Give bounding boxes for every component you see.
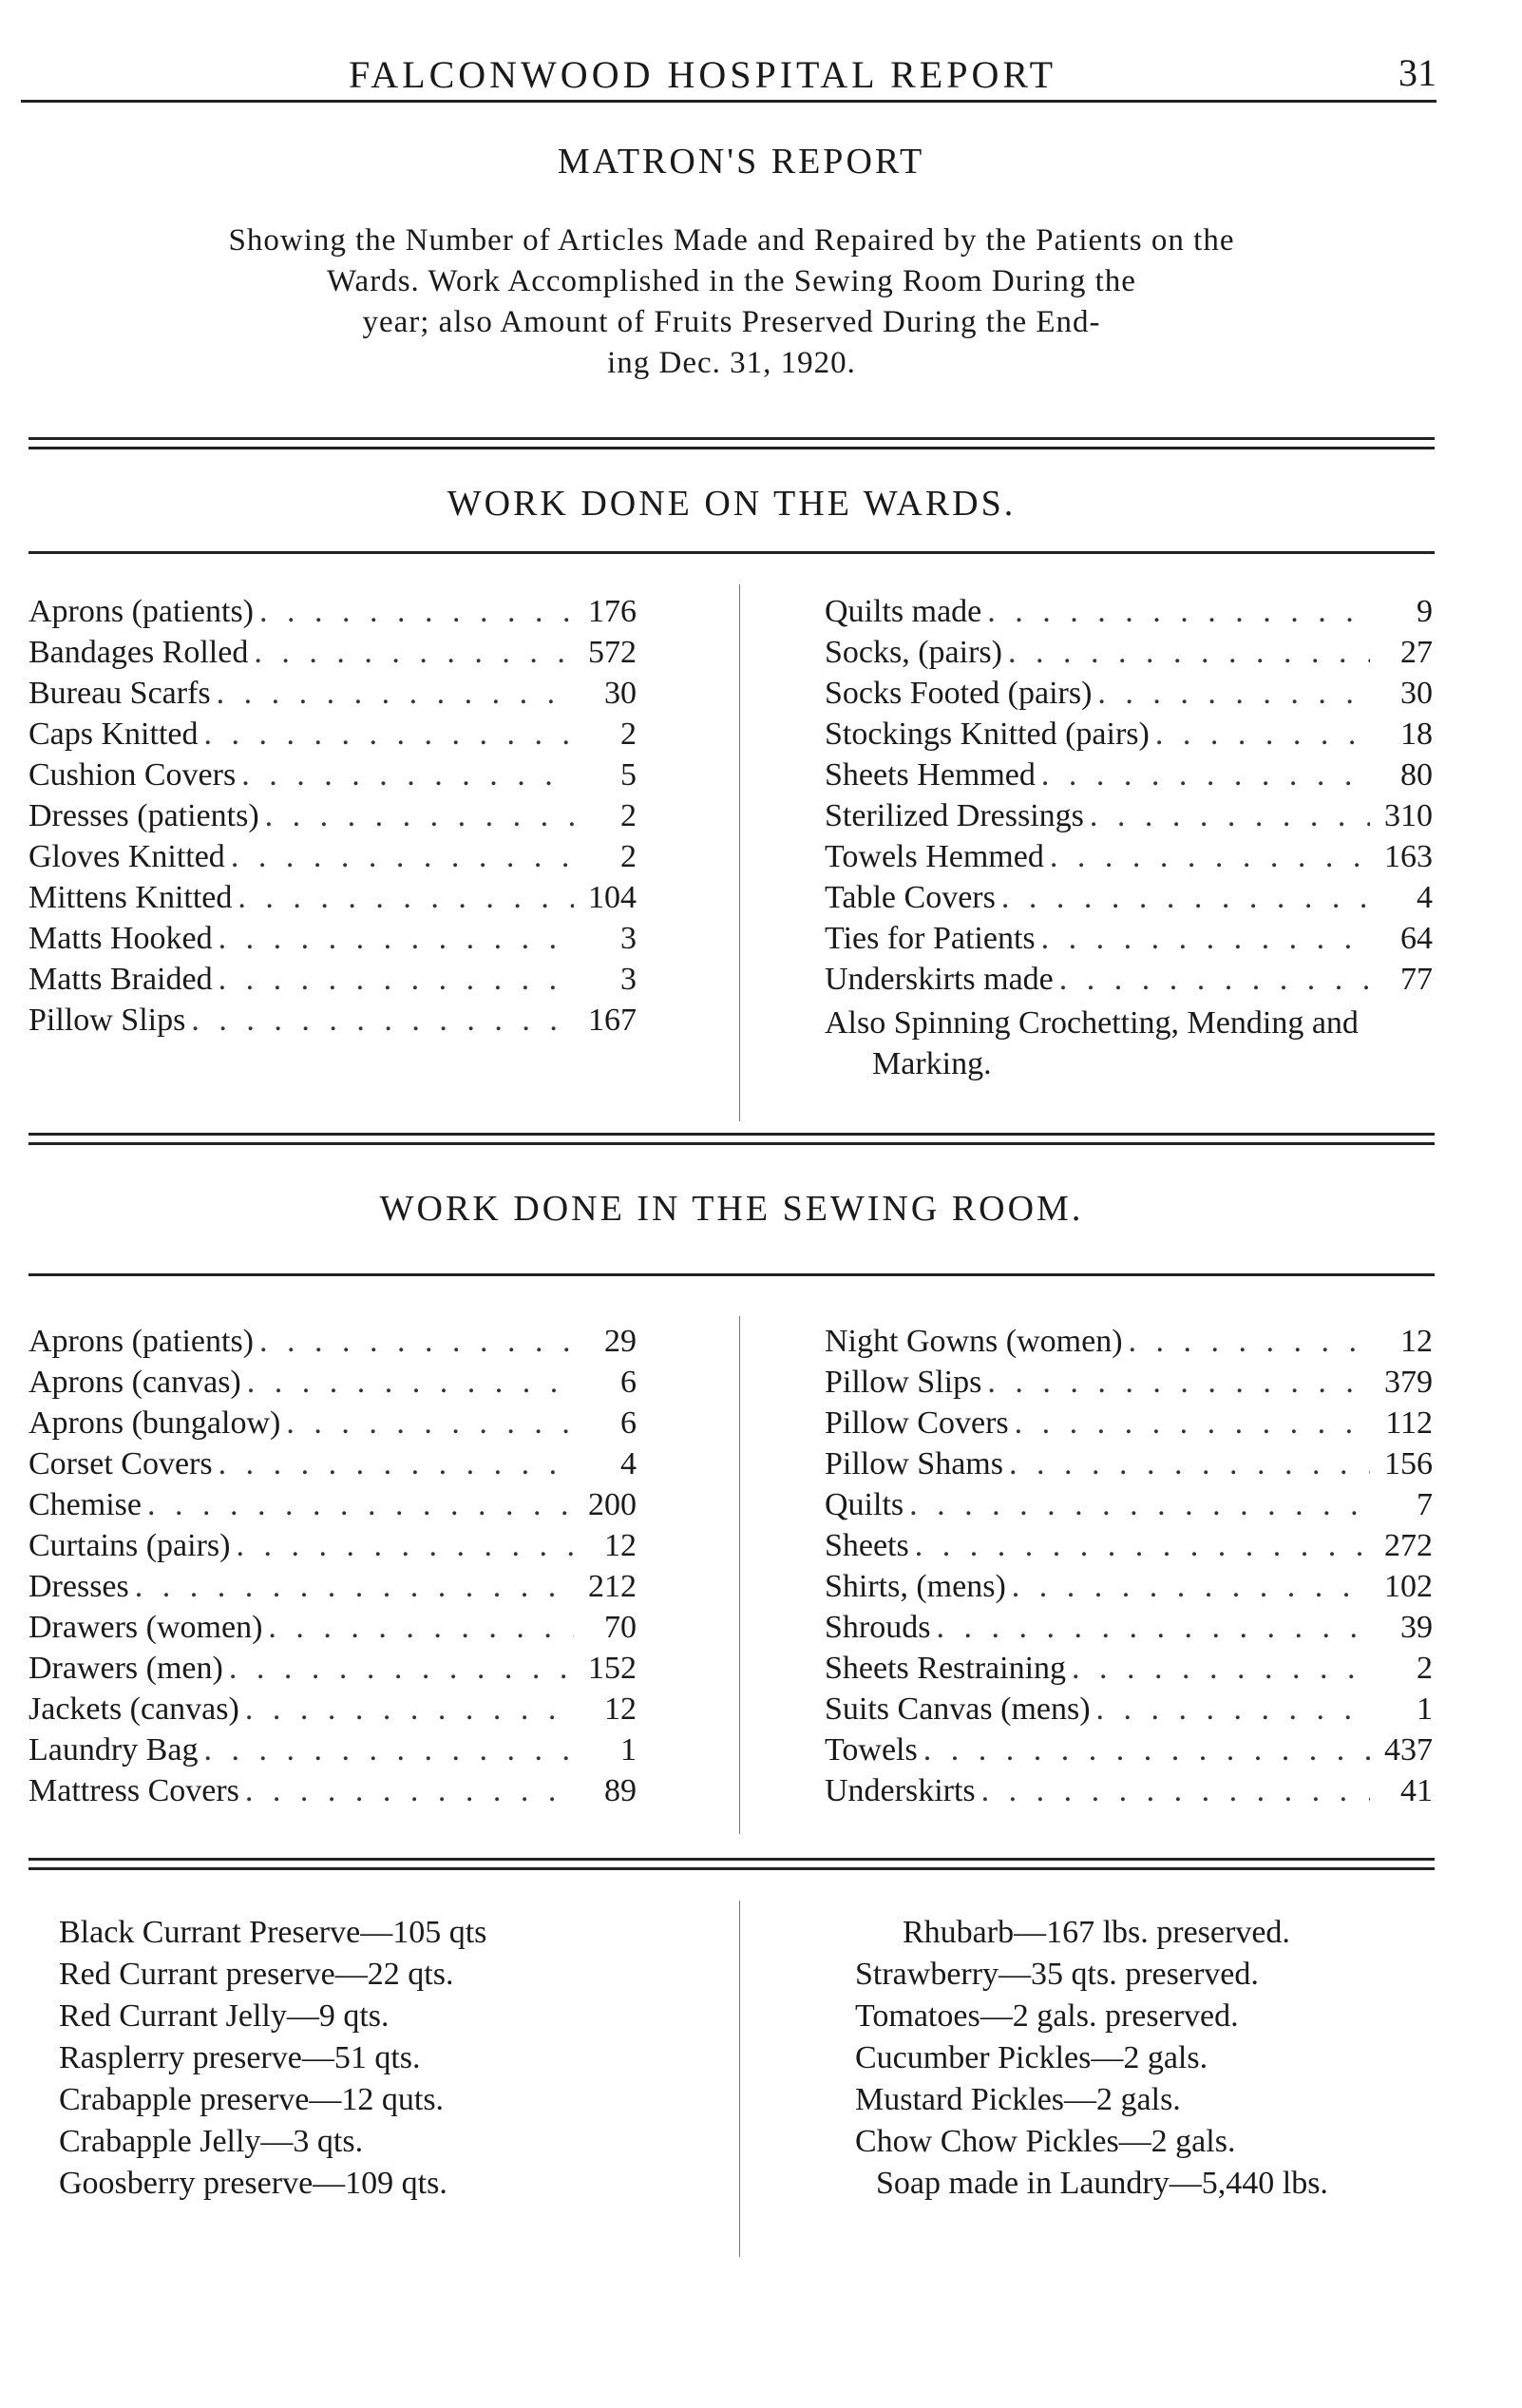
dot-leader — [1001, 880, 1370, 916]
item-label: Suits Canvas (mens) — [825, 1691, 1091, 1727]
item-value: 572 — [588, 635, 637, 670]
item-value: 212 — [588, 1569, 637, 1604]
item-label: Pillow Shams — [825, 1446, 1003, 1481]
item-value: 272 — [1384, 1528, 1433, 1563]
item-label: Corset Covers — [29, 1446, 213, 1481]
dot-leader — [1097, 676, 1370, 712]
list-item — [29, 1324, 637, 1365]
item-value: 80 — [1400, 757, 1433, 793]
dot-leader — [247, 1365, 574, 1401]
preserve-item: Red Currant preserve—22 qts. — [59, 1957, 454, 1992]
item-value: 379 — [1384, 1365, 1433, 1400]
list-item — [825, 921, 1433, 962]
dot-leader — [1015, 1405, 1370, 1442]
dot-leader — [1008, 635, 1370, 671]
item-value: 1 — [1417, 1691, 1433, 1727]
item-label: Aprons (patients) — [29, 1324, 255, 1359]
wards-left-column — [29, 594, 637, 1043]
dot-leader — [1155, 717, 1370, 753]
item-label: Sheets Restraining — [825, 1651, 1067, 1686]
dot-leader — [259, 594, 574, 630]
dot-leader — [987, 594, 1370, 630]
dot-leader — [1129, 1324, 1370, 1360]
list-item — [29, 880, 637, 921]
item-label: Pillow Slips — [825, 1365, 982, 1400]
dot-leader — [1012, 1569, 1370, 1605]
dot-leader — [909, 1487, 1370, 1523]
item-label: Stockings Knitted (pairs) — [825, 717, 1150, 752]
item-value: 4 — [620, 1446, 637, 1481]
item-label: Bureau Scarfs — [29, 676, 211, 711]
item-label: Aprons (patients) — [29, 594, 255, 629]
dot-leader — [219, 921, 574, 957]
dot-leader — [191, 1003, 574, 1039]
list-item — [825, 757, 1433, 798]
column-divider — [739, 1316, 740, 1834]
item-value: 152 — [588, 1651, 637, 1686]
item-label: Gloves Knitted — [29, 839, 225, 874]
item-label: Drawers (women) — [29, 1610, 263, 1645]
dot-leader — [217, 676, 574, 712]
dot-leader — [135, 1569, 574, 1605]
item-label: Sheets — [825, 1528, 909, 1563]
item-label: Ties for Patients — [825, 921, 1036, 956]
section-rule — [29, 551, 1435, 554]
section-divider — [29, 437, 1435, 440]
dot-leader — [981, 1773, 1370, 1809]
dot-leader — [1059, 962, 1370, 998]
item-label: Pillow Slips — [29, 1003, 186, 1038]
dot-leader — [987, 1365, 1370, 1401]
preserve-item: Rasplerry preserve—51 qts. — [59, 2040, 421, 2075]
item-value: 5 — [620, 757, 637, 793]
item-value: 12 — [1400, 1324, 1433, 1359]
item-label: Underskirts made — [825, 962, 1054, 997]
list-item — [29, 839, 637, 880]
list-item — [29, 1610, 637, 1651]
item-label: Night Gowns (women) — [825, 1324, 1123, 1359]
preserve-item: Crabapple preserve—12 quts. — [59, 2082, 445, 2117]
sewing-room-heading: WORK DONE IN THE SEWING ROOM. — [379, 1189, 1084, 1229]
list-item — [29, 717, 637, 757]
preserve-item: Tomatoes—2 gals. preserved. — [855, 1998, 1239, 2034]
item-label: Underskirts — [825, 1773, 976, 1808]
dot-leader — [236, 1528, 574, 1564]
item-label: Chemise — [29, 1487, 142, 1522]
list-item — [29, 635, 637, 676]
item-value: 9 — [1417, 594, 1433, 629]
dot-leader — [254, 635, 574, 671]
preserve-item: Cucumber Pickles—2 gals. — [855, 2040, 1208, 2075]
item-label: Towels Hemmed — [825, 839, 1044, 874]
list-item — [825, 635, 1433, 676]
item-value: 6 — [620, 1405, 637, 1441]
list-item — [29, 1651, 637, 1691]
dot-leader — [1096, 1691, 1370, 1728]
preserve-item: Mustard Pickles—2 gals. — [855, 2082, 1181, 2117]
subtitle-line: Showing the Number of Articles Made and Repaired by the Patients on the — [228, 223, 1235, 258]
item-value: 437 — [1384, 1732, 1433, 1768]
item-value: 39 — [1400, 1610, 1433, 1645]
dot-leader — [147, 1487, 574, 1523]
list-item — [825, 717, 1433, 757]
item-label: Mattress Covers — [29, 1773, 239, 1808]
item-value: 29 — [604, 1324, 637, 1359]
preserve-item: Strawberry—35 qts. preserved. — [855, 1957, 1259, 1992]
item-value: 12 — [604, 1528, 637, 1563]
item-label: Aprons (bungalow) — [29, 1405, 281, 1441]
list-item — [825, 1528, 1433, 1569]
item-label: Sheets Hemmed — [825, 757, 1036, 793]
item-label: Shrouds — [825, 1610, 931, 1645]
dot-leader — [245, 1691, 574, 1728]
item-label: Mittens Knitted — [29, 880, 233, 915]
preserve-item: Goosberry preserve—109 qts. — [59, 2166, 447, 2201]
preserve-item: Black Currant Preserve—105 qts — [59, 1915, 487, 1950]
item-value: 2 — [620, 839, 637, 874]
list-item — [29, 1773, 637, 1814]
list-item — [825, 798, 1433, 839]
item-label: Dresses (patients) — [29, 798, 259, 833]
page-number: 31 — [1398, 51, 1436, 94]
header-rule — [21, 100, 1436, 103]
item-value: 89 — [604, 1773, 637, 1808]
dot-leader — [1009, 1446, 1370, 1482]
item-value: 18 — [1400, 717, 1433, 752]
list-item — [29, 798, 637, 839]
dot-leader — [241, 757, 574, 793]
list-item — [825, 594, 1433, 635]
dot-leader — [1050, 839, 1370, 875]
list-item — [29, 1405, 637, 1446]
list-item — [825, 962, 1433, 1003]
list-item — [825, 1446, 1433, 1487]
item-label: Shirts, (mens) — [825, 1569, 1006, 1604]
item-label: Towels — [825, 1732, 918, 1768]
item-label: Matts Hooked — [29, 921, 213, 956]
section-rule — [29, 1273, 1435, 1276]
wards-heading: WORK DONE ON THE WARDS. — [447, 484, 1017, 524]
item-label: Table Covers — [825, 880, 996, 915]
subtitle-line: year; also Amount of Fruits Preserved During the End- — [362, 305, 1101, 339]
dot-leader — [259, 1324, 574, 1360]
list-item — [29, 1487, 637, 1528]
item-label: Quilts made — [825, 594, 982, 629]
preserve-item: Soap made in Laundry—5,440 lbs. — [876, 2166, 1328, 2201]
column-divider — [739, 1901, 740, 2257]
list-item — [825, 1365, 1433, 1405]
list-item — [825, 1487, 1433, 1528]
page-header — [21, 43, 1436, 109]
item-value: 156 — [1384, 1446, 1433, 1481]
list-item — [29, 1003, 637, 1043]
item-label: Matts Braided — [29, 962, 213, 997]
list-item — [825, 880, 1433, 921]
list-item — [825, 676, 1433, 717]
list-item — [825, 1324, 1433, 1365]
list-item — [29, 676, 637, 717]
item-value: 7 — [1417, 1487, 1433, 1522]
item-value: 30 — [1400, 676, 1433, 711]
wards-right-column — [825, 594, 1433, 1084]
item-label: Dresses — [29, 1569, 129, 1604]
item-value: 2 — [620, 717, 637, 752]
dot-leader — [923, 1732, 1370, 1768]
dot-leader — [231, 839, 574, 875]
item-value: 2 — [620, 798, 637, 833]
item-label: Cushion Covers — [29, 757, 237, 793]
report-subtitle — [29, 220, 1435, 384]
item-value: 30 — [604, 676, 637, 711]
column-divider — [739, 584, 740, 1121]
sewing-left-column — [29, 1324, 637, 1814]
item-value: 163 — [1384, 839, 1433, 874]
item-value: 12 — [604, 1691, 637, 1727]
item-value: 3 — [620, 962, 637, 997]
dot-leader — [268, 1610, 574, 1646]
section-divider — [29, 1858, 1435, 1861]
dot-leader — [238, 880, 574, 916]
sewing-right-column — [825, 1324, 1433, 1814]
dot-leader — [219, 1446, 574, 1482]
list-item — [29, 594, 637, 635]
item-label: Socks Footed (pairs) — [825, 676, 1093, 711]
item-value: 64 — [1400, 921, 1433, 956]
item-value: 1 — [620, 1732, 637, 1768]
list-item — [825, 1569, 1433, 1610]
dot-leader — [245, 1773, 574, 1809]
list-item — [29, 1569, 637, 1610]
dot-leader — [229, 1651, 574, 1687]
list-item — [29, 1732, 637, 1773]
list-item — [29, 1365, 637, 1405]
item-value: 3 — [620, 921, 637, 956]
subtitle-line: ing Dec. 31, 1920. — [607, 346, 856, 380]
list-item — [825, 1691, 1433, 1732]
list-item — [29, 921, 637, 962]
item-label: Aprons (canvas) — [29, 1365, 241, 1400]
running-title: FALCONWOOD HOSPITAL REPORT — [349, 53, 1057, 96]
report-title: MATRON'S REPORT — [557, 142, 925, 182]
item-value: 104 — [588, 880, 637, 915]
item-label: Bandages Rolled — [29, 635, 249, 670]
dot-leader — [1072, 1651, 1370, 1687]
item-value: 167 — [588, 1003, 637, 1038]
preserve-item: Chow Chow Pickles—2 gals. — [855, 2124, 1236, 2159]
item-value: 41 — [1400, 1773, 1433, 1808]
list-item — [825, 1732, 1433, 1773]
item-label: Caps Knitted — [29, 717, 199, 752]
item-label: Socks, (pairs) — [825, 635, 1002, 670]
wards-note: Also Spinning Crochetting, Mending and Marking. — [825, 1005, 1359, 1081]
item-label: Laundry Bag — [29, 1732, 199, 1768]
item-value: 176 — [588, 594, 637, 629]
dot-leader — [1041, 921, 1370, 957]
preserve-item: Red Currant Jelly—9 qts. — [59, 1998, 390, 2034]
list-item — [825, 1610, 1433, 1651]
item-value: 77 — [1400, 962, 1433, 997]
dot-leader — [1090, 798, 1370, 834]
item-value: 27 — [1400, 635, 1433, 670]
preserve-item: Rhubarb—167 lbs. preserved. — [903, 1915, 1290, 1950]
dot-leader — [1041, 757, 1370, 793]
item-value: 4 — [1417, 880, 1433, 915]
item-value: 102 — [1384, 1569, 1433, 1604]
dot-leader — [219, 962, 574, 998]
list-item — [825, 1651, 1433, 1691]
item-value: 2 — [1417, 1651, 1433, 1686]
list-item — [825, 1773, 1433, 1814]
dot-leader — [936, 1610, 1370, 1646]
list-item — [29, 1528, 637, 1569]
dot-leader — [203, 1732, 574, 1768]
subtitle-line: Wards. Work Accomplished in the Sewing Room During the — [327, 264, 1136, 298]
item-label: Curtains (pairs) — [29, 1528, 231, 1563]
item-label: Sterilized Dressings — [825, 798, 1084, 833]
list-item — [29, 1446, 637, 1487]
dot-leader — [203, 717, 574, 753]
preserves-left-column — [59, 1912, 667, 2205]
section-divider — [29, 1133, 1435, 1136]
preserve-item: Crabapple Jelly—3 qts. — [59, 2124, 364, 2159]
item-label: Drawers (men) — [29, 1651, 223, 1686]
list-item — [29, 962, 637, 1003]
dot-leader — [915, 1528, 1370, 1564]
item-value: 112 — [1385, 1405, 1433, 1441]
item-value: 200 — [588, 1487, 637, 1522]
preserves-right-column — [855, 1912, 1444, 2205]
item-label: Quilts — [825, 1487, 904, 1522]
item-label: Jackets (canvas) — [29, 1691, 239, 1727]
dot-leader — [286, 1405, 574, 1442]
item-value: 70 — [604, 1610, 637, 1645]
item-value: 6 — [620, 1365, 637, 1400]
item-value: 310 — [1384, 798, 1433, 833]
item-label: Pillow Covers — [825, 1405, 1009, 1441]
list-item — [29, 757, 637, 798]
list-item — [825, 1405, 1433, 1446]
dot-leader — [265, 798, 574, 834]
list-item — [29, 1691, 637, 1732]
list-item — [825, 839, 1433, 880]
